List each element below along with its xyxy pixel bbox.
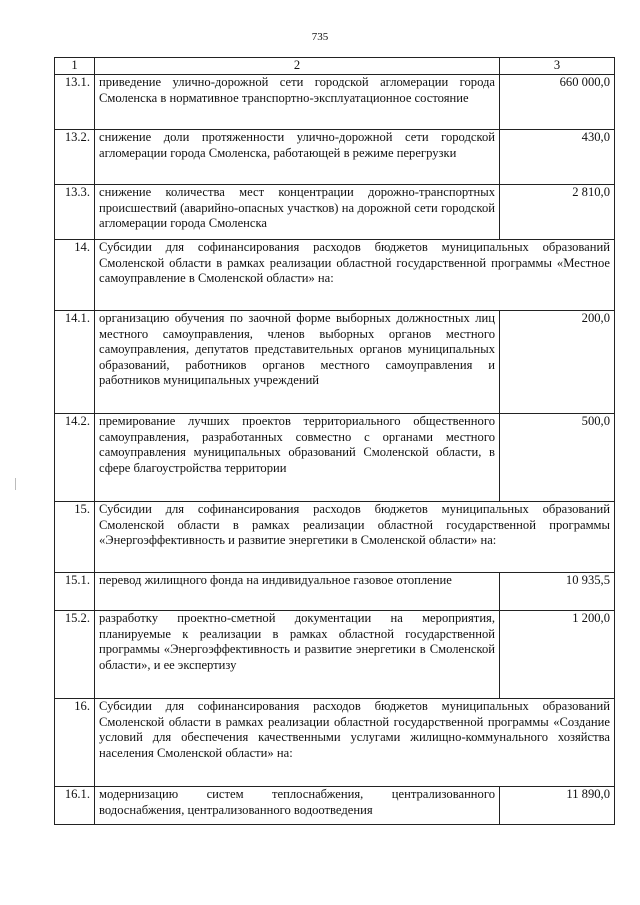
row-number: 15.1.: [55, 573, 95, 611]
row-text: Субсидии для софинансирования расходов бюджетов муниципальных образований Смоленской области в рамках реализации областной государственной программы «Создание условий для обеспечения качественными услугами жилищно-коммунального хозяйства населения Смоленской области» на:: [95, 699, 615, 787]
row-value: 1 200,0: [500, 611, 615, 699]
row-number: 14.1.: [55, 311, 95, 414]
row-number: 13.3.: [55, 185, 95, 240]
row-text: организацию обучения по заочной форме выборных должностных лиц местного самоуправления, членов выборных органов местного самоуправления, депутатов представительных органов муниципальных образований, работников органов местного самоуправления и работников муниципальных учреждений: [95, 311, 500, 414]
row-text: Субсидии для софинансирования расходов бюджетов муниципальных образований Смоленской области в рамках реализации областной государственной программы «Местное самоуправление в Смоленской области» на:: [95, 240, 615, 311]
table-row: [55, 502, 615, 573]
row-text: приведение улично-дорожной сети городской агломерации города Смоленска в нормативное транспортно-эксплуатационное состояние: [95, 75, 500, 130]
row-text: модернизацию систем теплоснабжения, централизованного водоснабжения, централизованного водоотведения: [95, 787, 500, 825]
row-value: 2 810,0: [500, 185, 615, 240]
row-text: перевод жилищного фонда на индивидуальное газовое отопление: [95, 573, 500, 611]
row-number: 13.2.: [55, 130, 95, 185]
row-value: 500,0: [500, 414, 615, 502]
row-text: премирование лучших проектов территориального общественного самоуправления, разработанных совместно с органами местного самоуправления муниципальных образований Смоленской области, в сфере благоустройства территории: [95, 414, 500, 502]
row-number: 13.1.: [55, 75, 95, 130]
row-number: 16.1.: [55, 787, 95, 825]
row-number: 15.: [55, 502, 95, 573]
budget-table: [54, 57, 615, 825]
row-text: снижение доли протяженности улично-дорожной сети городской агломерации города Смоленска, работающей в режиме перегрузки: [95, 130, 500, 185]
row-value: 430,0: [500, 130, 615, 185]
table-row: [55, 130, 615, 185]
header-col-2: 2: [95, 58, 500, 75]
table-row: [55, 240, 615, 311]
row-text: разработку проектно-сметной документации на мероприятия, планируемые к реализации в рамках областной государственной программы «Энергоэффективность и развитие энергетики в Смоленской области», и ее экспертизу: [95, 611, 500, 699]
row-value: 10 935,5: [500, 573, 615, 611]
row-value: 200,0: [500, 311, 615, 414]
row-number: 16.: [55, 699, 95, 787]
table-row: [55, 185, 615, 240]
row-value: 660 000,0: [500, 75, 615, 130]
page-number: 735: [311, 31, 329, 43]
row-value: 11 890,0: [500, 787, 615, 825]
header-col-1: 1: [55, 58, 95, 75]
table-row: [55, 311, 615, 414]
table-row: [55, 414, 615, 502]
row-number: 14.: [55, 240, 95, 311]
table-row: [55, 787, 615, 825]
row-text: Субсидии для софинансирования расходов бюджетов муниципальных образований Смоленской области в рамках реализации областной государственной программы «Энергоэффективность и развитие энергетики в Смоленской области» на:: [95, 502, 615, 573]
row-number: 15.2.: [55, 611, 95, 699]
table-row: [55, 611, 615, 699]
table-row: [55, 699, 615, 787]
table-row: [55, 573, 615, 611]
table-row: [55, 75, 615, 130]
header-col-3: 3: [500, 58, 615, 75]
row-number: 14.2.: [55, 414, 95, 502]
row-text: снижение количества мест концентрации дорожно-транспортных происшествий (аварийно-опасных участков) на дорожной сети городской агломерации города Смоленска: [95, 185, 500, 240]
table-header-row: [55, 58, 615, 75]
margin-mark: [15, 478, 16, 490]
